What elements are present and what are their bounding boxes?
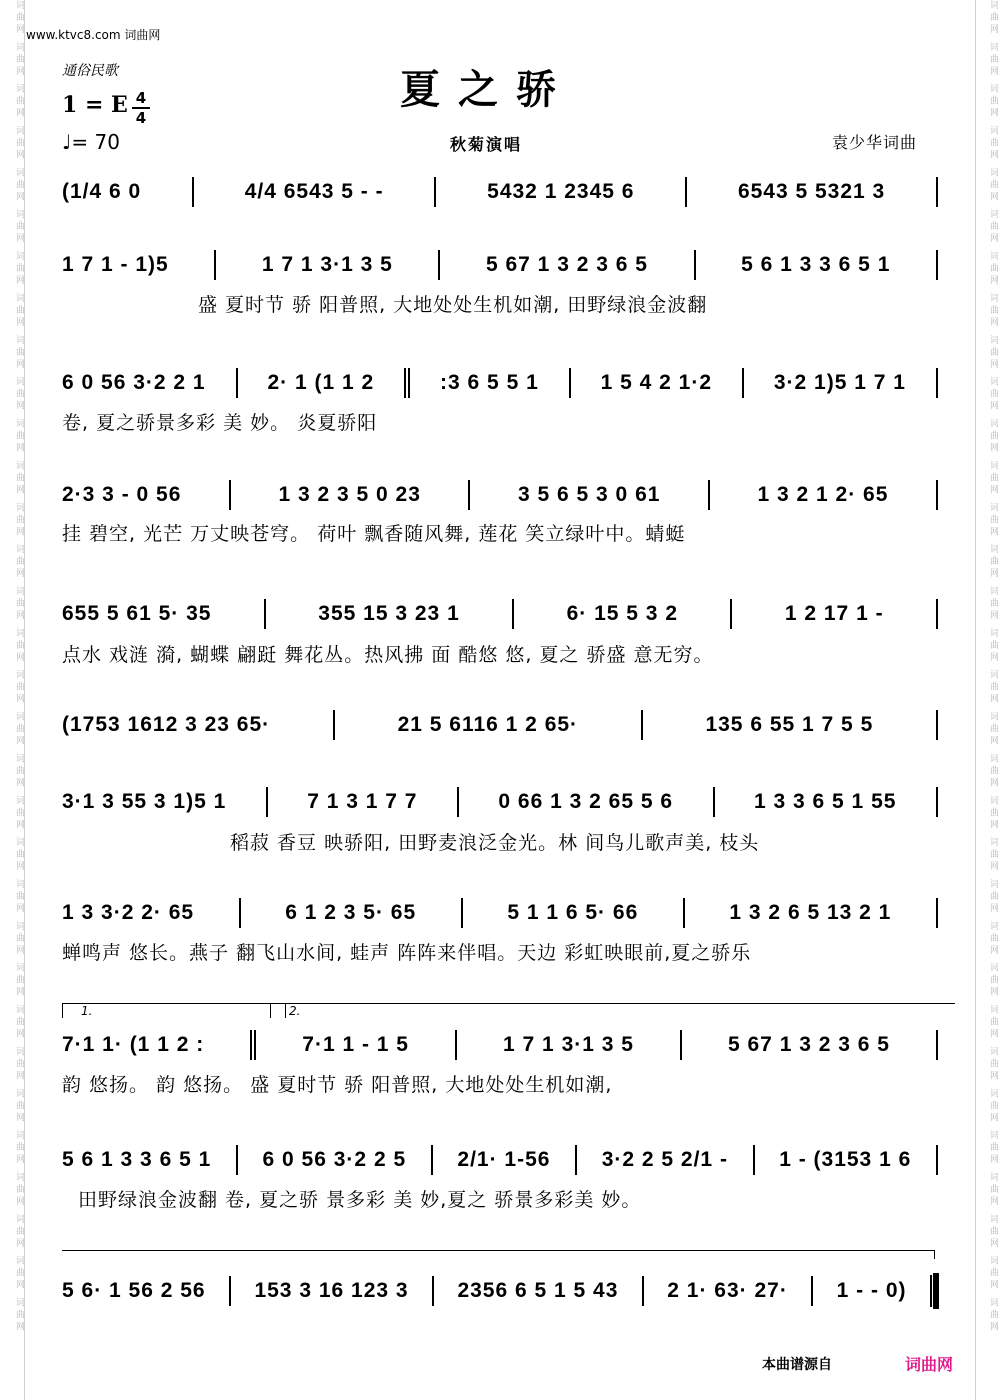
measure: 6 0 56 3·2 2 5 — [262, 1148, 407, 1171]
barline — [936, 368, 938, 398]
barline — [680, 1030, 682, 1060]
time-signature — [132, 90, 150, 126]
barline — [936, 250, 938, 280]
left-margin-rule — [24, 0, 25, 1400]
measure: :3 6 5 5 1 — [440, 371, 539, 394]
barline — [730, 599, 732, 629]
brand-link[interactable]: 词曲网 — [905, 1355, 954, 1374]
staff-row-2 — [62, 248, 938, 282]
staff-row-6 — [62, 708, 938, 742]
measure: 5 6· 1 56 2 56 — [62, 1279, 206, 1302]
song-title: 夏之骄 — [400, 66, 574, 113]
staff-row-1 — [62, 175, 938, 209]
measure: (1/4 6 0 — [62, 180, 142, 203]
lyric-line-2: 盛 夏时节 骄 阳普照, 大地处处生机如潮, 田野绿浪金波翻 — [198, 294, 708, 316]
barline — [214, 250, 216, 280]
barline — [936, 898, 938, 928]
second-ending-bracket — [270, 1003, 955, 1018]
first-ending-label: 1. — [81, 1004, 93, 1018]
measure: 1 - - 0) — [836, 1279, 907, 1302]
barline — [708, 480, 710, 510]
measure: 6543 5 5321 3 — [737, 180, 886, 203]
barline — [468, 480, 470, 510]
barline — [229, 480, 231, 510]
measure: 21 5 6116 1 2 65· — [397, 713, 579, 736]
barline — [936, 177, 938, 207]
lyric-line-10: 田野绿浪金波翻 卷, 夏之骄 景多彩 美 妙,夏之 骄景多彩美 妙。 — [78, 1189, 642, 1211]
barline — [236, 1145, 238, 1175]
barline — [642, 1276, 644, 1306]
barline — [455, 1030, 457, 1060]
staff-row-8 — [62, 896, 938, 930]
barline — [239, 898, 241, 928]
tempo-marking: ♩= 70 — [62, 130, 120, 154]
measure: 2 1· 63· 27· — [667, 1279, 788, 1302]
measure: 7·1 1· (1 1 2 : — [62, 1033, 205, 1056]
measure: 7 1 3 1 7 7 — [307, 790, 418, 813]
barline — [438, 250, 440, 280]
barline — [753, 1145, 755, 1175]
barline — [575, 1145, 577, 1175]
measure: 1 3 3·2 2· 65 — [62, 901, 195, 924]
genre-label: 通俗民歌 — [62, 63, 118, 79]
measure: 2· 1 (1 1 2 — [267, 371, 375, 394]
measure: 1 7 1 3·1 3 5 — [261, 253, 393, 276]
key-signature: 1 = E — [62, 92, 128, 118]
barline — [936, 599, 938, 629]
barline — [434, 177, 436, 207]
barline — [266, 787, 268, 817]
measure: 6 1 2 3 5· 65 — [285, 901, 417, 924]
barline — [457, 787, 459, 817]
coda-bracket — [62, 1250, 935, 1259]
lyric-line-8: 蝉鸣声 悠长。燕子 翻飞山水间, 蛙声 阵阵来伴唱。天边 彩虹映眼前,夏之骄乐 — [62, 942, 752, 964]
source-note: 本曲谱源自 — [762, 1357, 832, 1373]
measure: 6 0 56 3·2 2 1 — [62, 371, 206, 394]
measure: 355 15 3 23 1 — [318, 602, 460, 625]
staff-row-10 — [62, 1143, 938, 1177]
barline — [936, 1145, 938, 1175]
measure: 655 5 61 5· 35 — [62, 602, 212, 625]
barline — [694, 250, 696, 280]
left-watermark: 词曲网 词曲网 词曲网 词曲网 词曲网 词曲网 词曲网 词曲网 词曲网 词曲网 词曲网 词曲网 词曲网 词曲网 词曲网 词曲网 词曲网 词曲网 词曲网 词曲网 词曲网 词曲网 词曲网 词曲网 词曲网 词曲网 词曲网 词曲网 词曲网 词曲网 词曲网 词曲网 — [14, 0, 24, 1334]
barline — [333, 710, 335, 740]
measure: 1 3 2 3 5 0 23 — [278, 483, 421, 506]
time-signature-top: 4 — [135, 89, 147, 107]
barline — [936, 1030, 938, 1060]
staff-row-11 — [62, 1274, 938, 1308]
lyric-line-5: 点水 戏涟 漪, 蝴蝶 翩跹 舞花丛。热风拂 面 酷悠 悠, 夏之 骄盛 意无穷。 — [62, 644, 714, 666]
measure: 5 67 1 3 2 3 6 5 — [727, 1033, 890, 1056]
measure: 5432 1 2345 6 — [487, 180, 635, 203]
barline — [936, 710, 938, 740]
staff-row-7 — [62, 785, 938, 819]
composer-credit: 袁少华词曲 — [832, 133, 918, 152]
measure: 135 6 55 1 7 5 5 — [705, 713, 874, 736]
barline — [742, 368, 744, 398]
right-watermark: 词曲网 词曲网 词曲网 词曲网 词曲网 词曲网 词曲网 词曲网 词曲网 词曲网 词曲网 词曲网 词曲网 词曲网 词曲网 词曲网 词曲网 词曲网 词曲网 词曲网 词曲网 词曲网 词曲网 词曲网 词曲网 词曲网 词曲网 词曲网 词曲网 词曲网 词曲网 词曲网 — [988, 0, 998, 1334]
barline — [936, 480, 938, 510]
measure: 5 6 1 3 3 6 5 1 — [62, 1148, 212, 1171]
lyric-line-3: 卷, 夏之骄景多彩 美 妙。 炎夏骄阳 — [62, 412, 378, 434]
barline — [461, 898, 463, 928]
barline — [236, 368, 238, 398]
barline — [432, 1276, 434, 1306]
measure: 5 1 1 6 5· 66 — [507, 901, 639, 924]
barline — [811, 1276, 813, 1306]
measure: 3 5 6 5 3 0 61 — [517, 483, 661, 506]
measure: (1753 1612 3 23 65· — [62, 713, 271, 736]
measure: 2356 6 5 1 5 43 — [457, 1279, 619, 1302]
site-url[interactable]: www.ktvc8.com 词曲网 — [26, 28, 161, 42]
measure: 3·2 1)5 1 7 1 — [773, 371, 906, 394]
measure: 6· 15 5 3 2 — [566, 602, 678, 625]
barline — [685, 177, 687, 207]
repeat-end-barline — [250, 1030, 252, 1060]
staff-row-9 — [62, 1028, 938, 1062]
barline — [192, 177, 194, 207]
measure: 5 6 1 3 3 6 5 1 — [741, 253, 891, 276]
measure: 2·3 3 - 0 56 — [62, 483, 182, 506]
measure: 3·2 2 5 2/1 - — [601, 1148, 728, 1171]
time-signature-bottom: 4 — [135, 109, 147, 127]
barline — [641, 710, 643, 740]
final-barline — [930, 1275, 932, 1307]
first-ending-bracket — [62, 1003, 286, 1018]
measure: 153 3 16 123 3 — [254, 1279, 409, 1302]
barline — [512, 599, 514, 629]
measure: 1 3 3 6 5 1 55 — [753, 790, 897, 813]
barline — [264, 599, 266, 629]
barline — [683, 898, 685, 928]
staff-row-5 — [62, 597, 938, 631]
measure: 1 3 2 6 5 13 2 1 — [729, 901, 892, 924]
barline — [569, 368, 571, 398]
barline — [431, 1145, 433, 1175]
measure: 1 7 1 3·1 3 5 — [503, 1033, 634, 1056]
lyric-line-9: 韵 悠扬。 韵 悠扬。 盛 夏时节 骄 阳普照, 大地处处生机如潮, — [62, 1074, 613, 1096]
second-ending-label: 2. — [289, 1004, 301, 1018]
measure: 1 5 4 2 1·2 — [600, 371, 713, 394]
barline — [713, 787, 715, 817]
measure: 1 - (3153 1 6 — [779, 1148, 912, 1171]
measure: 4/4 6543 5 - - — [244, 180, 384, 203]
singer-credit: 秋菊演唱 — [450, 135, 523, 154]
measure: 7·1 1 - 1 5 — [302, 1033, 409, 1056]
lyric-line-4: 挂 碧空, 光芒 万丈映苍穹。 荷叶 飘香随风舞, 莲花 笑立绿叶中。蜻蜓 — [62, 523, 686, 545]
lyric-line-7: 稻菽 香豆 映骄阳, 田野麦浪泛金光。林 间鸟儿歌声美, 枝头 — [230, 832, 760, 854]
measure: 1 7 1 - 1)5 — [62, 253, 169, 276]
barline — [229, 1276, 231, 1306]
staff-row-4 — [62, 478, 938, 512]
measure: 0 66 1 3 2 65 5 6 — [498, 790, 674, 813]
measure: 2/1· 1-56 — [457, 1148, 551, 1171]
measure: 5 67 1 3 2 3 6 5 — [485, 253, 648, 276]
measure: 1 2 17 1 - — [784, 602, 884, 625]
repeat-start-barline — [404, 368, 406, 398]
measure: 1 3 2 1 2· 65 — [757, 483, 889, 506]
staff-row-3 — [62, 366, 938, 400]
barline — [936, 787, 938, 817]
measure: 3·1 3 55 3 1)5 1 — [62, 790, 227, 813]
